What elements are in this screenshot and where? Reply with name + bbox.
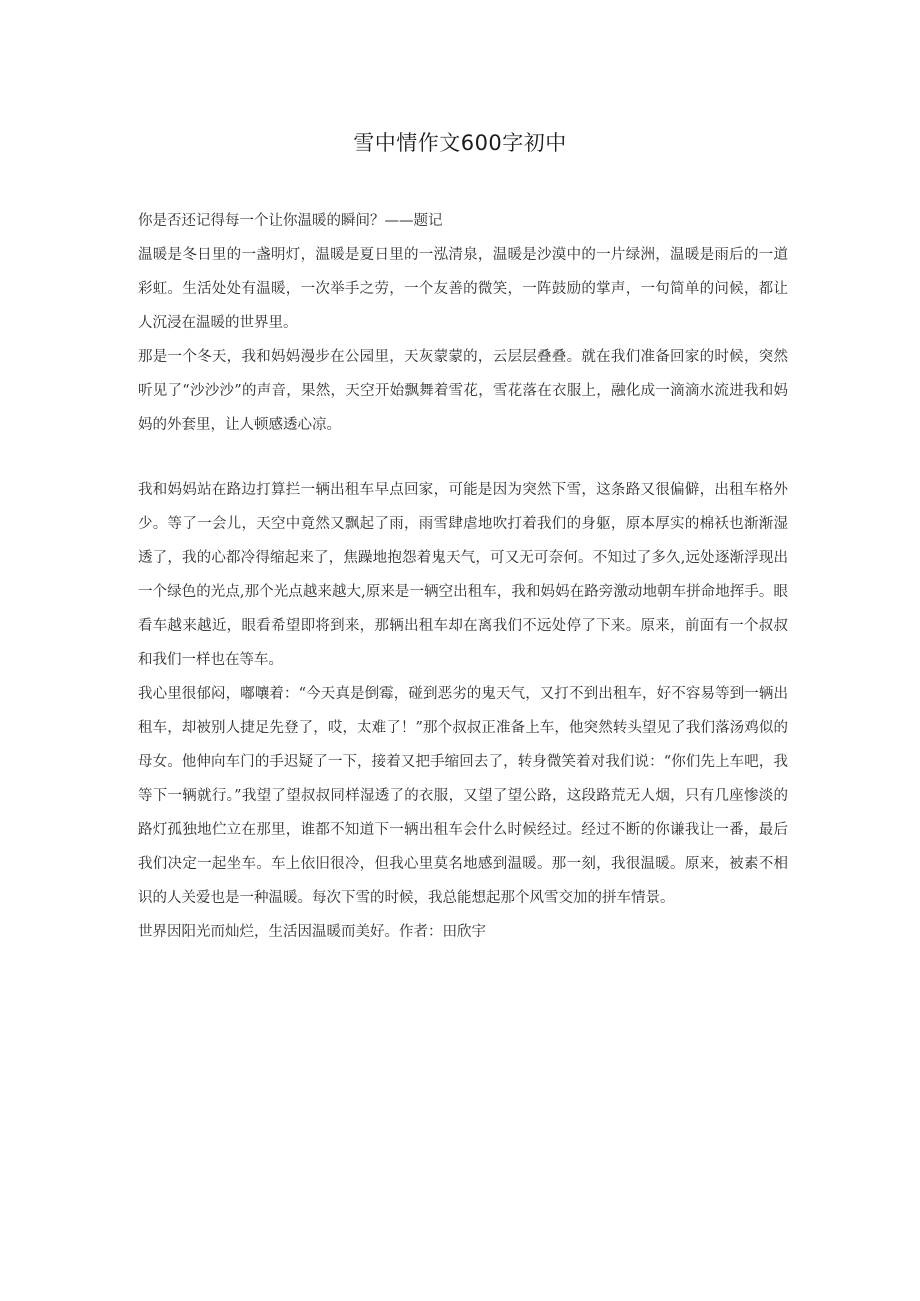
epigraph-paragraph: 你是否还记得每一个让你温暖的瞬间？——题记 xyxy=(138,213,443,229)
document-body xyxy=(138,204,788,949)
closing-paragraph: 世界因阳光而灿烂，生活因温暖而美好。作者：田欣宇 xyxy=(138,924,486,940)
waiting-taxi-paragraph: 我和妈妈站在路边打算拦一辆出租车早点回家，可能是因为突然下雪，这条路又很偏僻，出租车格外少。等了一会儿，天空中竟然又飘起了雨，雨雪肆虐地吹打着我们的身躯，原本厚实的棉袄也渐渐湿透了，我的心都冷得缩起来了，焦躁地抱怨着鬼天气，可又无可奈何。不知过了多久,远处逐渐浮现出一个绿色的光点,那个光点越来越大,原来是一辆空出租车，我和妈妈在路旁激动地朝车拼命地挥手。眼看车越来越近，眼看希望即将到来，那辆出租车却在离我们不远处停了下来。原来，前面有一个叔叔和我们一样也在等车。 xyxy=(138,482,788,668)
winter-park-paragraph: 那是一个冬天，我和妈妈漫步在公园里，天灰蒙蒙的，云层层叠叠。就在我们准备回家的时候，突然听见了“沙沙沙”的声音，果然，天空开始飘舞着雪花，雪花落在衣服上，融化成一滴滴水流进我和妈妈的外套里，让人顿感透心凉。 xyxy=(138,349,788,433)
paragraph-gap xyxy=(138,442,788,473)
uncle-kindness-paragraph: 我心里很郁闷，嘟嚷着：“今天真是倒霉，碰到恶劣的鬼天气，又打不到出租车，好不容易等到一辆出租车，却被别人捷足先登了，哎，太难了！”那个叔叔正准备上车，他突然转头望见了我们落汤鸡似的母女。他伸向车门的手迟疑了一下，接着又把手缩回去了，转身微笑着对我们说：“你们先上车吧，我等下一辆就行。”我望了望叔叔同样湿透了的衣服，又望了望公路，这段路荒无人烟，只有几座惨淡的路灯孤独地伫立在那里，谁都不知道下一辆出租车会什么时候经过。经过不断的你谦我让一番，最后我们决定一起坐车。车上依旧很冷，但我心里莫名地感到温暖。那一刻，我很温暖。原来，被素不相识的人关爱也是一种温暖。每次下雪的时候，我总能想起那个风雪交加的拼车情景。 xyxy=(138,686,788,906)
document-title: 雪中情作文600字初中 xyxy=(353,131,567,155)
intro-paragraph: 温暖是冬日里的一盏明灯，温暖是夏日里的一泓清泉，温暖是沙漠中的一片绿洲，温暖是雨后的一道彩虹。生活处处有温暖，一次举手之劳，一个友善的微笑，一阵鼓励的掌声，一句简单的问候，都让人沉浸在温暖的世界里。 xyxy=(138,247,788,331)
